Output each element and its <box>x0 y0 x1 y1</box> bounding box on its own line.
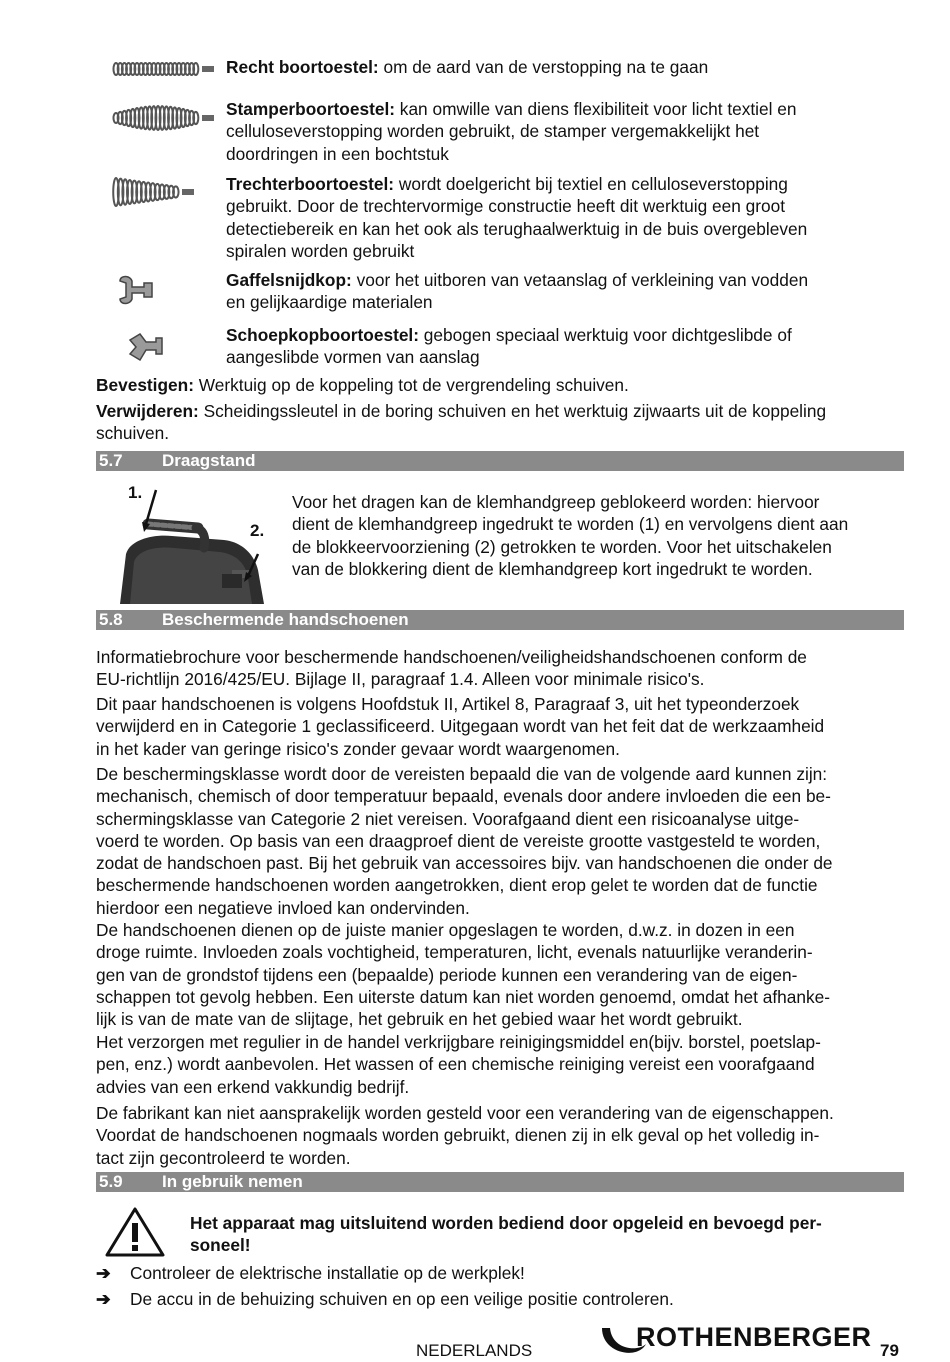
brand-logo <box>598 1322 872 1360</box>
carry-description <box>292 491 906 580</box>
paragraph-line: droge ruimte. Invloeden zoals vochtigheid, temperaturen, licht, evenals natuurlijke veranderin- <box>96 942 813 963</box>
carry-text-line: dient de klemhandgreep ingedrukt te worden (1) en vervolgens dient aan <box>292 514 849 535</box>
paragraph-line: advies van een erkend vakkundig bedrijf. <box>96 1076 410 1097</box>
fork-cutter-icon <box>116 273 156 309</box>
section-title: Beschermende handschoenen <box>162 610 409 629</box>
remove-term: Verwijderen: <box>96 401 199 421</box>
tool-description: om de aard van de verstopping na te gaan <box>378 57 709 77</box>
section-header-5-9 <box>96 1172 904 1192</box>
warning-line: Het apparaat mag uitsluitend worden bediend door opgeleid en bevoegd per- <box>190 1213 822 1233</box>
paragraph-line: Voordat de handschoenen nogmaals worden gebruikt, dienen zij in elk geval op het volledig in- <box>96 1125 820 1146</box>
carry-text-line: de blokkeervoorziening (2) getrokken te worden. Voor het uitschakelen <box>292 536 832 557</box>
bullet-text: De accu in de behuizing schuiven en op een veilige positie controleren. <box>130 1289 674 1309</box>
section-number: 5.7 <box>99 451 123 470</box>
paragraph-line: tact zijn gecontroleerd te worden. <box>96 1147 351 1168</box>
paragraph-line: EU-richtlijn 2016/425/EU. Bijlage II, paragraaf 1.4. Alleen voor minimale risico's. <box>96 669 705 690</box>
paragraph-line: pen, enz.) wordt aanbevolen. Het wassen of een chemische reiniging vereist een voorafgaand <box>96 1054 815 1075</box>
paragraph-line: in het kader van geringe risico's zonder gevaar wordt waargenomen. <box>96 738 620 759</box>
paragraph-line: zodat de handschoen past. Bij het gebruik van accessoires bijv. van handschoenen die onder de <box>96 853 833 874</box>
tool-description: gebogen speciaal werktuig voor dichtgeslibde of <box>419 325 792 345</box>
gloves-paragraph-2 <box>96 693 906 760</box>
tool-description: kan omwille van diens flexibiliteit voor licht textiel en <box>395 99 797 119</box>
footer-language: NEDERLANDS <box>416 1341 533 1360</box>
tool-description: spiralen worden gebruikt <box>226 240 415 261</box>
tool-term: Schoepkopboortoestel: <box>226 325 419 345</box>
paragraph-line: voerd te worden. Op basis van een draagproef dient de vereiste grootte vastgesteld te worden, <box>96 830 821 851</box>
bullet-text: Controleer de elektrische installatie op de werkplek! <box>130 1263 525 1283</box>
remove-text: Scheidingssleutel in de boring schuiven en het werktuig zijwaarts uit de koppeling <box>198 401 827 421</box>
bulb-auger-icon <box>108 104 218 132</box>
tool-description: voor het uitboren van vetaanslag of verkleining van vodden <box>351 270 809 290</box>
tool-term: Stamperboortoestel: <box>226 99 395 119</box>
gloves-paragraph-4 <box>96 919 906 1030</box>
warning-triangle-icon <box>104 1206 166 1258</box>
gloves-paragraph-1 <box>96 646 906 691</box>
section-title: In gebruik nemen <box>162 1172 303 1191</box>
paragraph-line: De handschoenen dienen op de juiste manier opgeslagen te worden, d.w.z. in dozen in een <box>96 920 795 940</box>
paragraph-line: mechanisch, chemisch of door temperatuur bepaald, evenals door andere invloeden die een be- <box>96 786 831 807</box>
section-number: 5.8 <box>99 610 123 629</box>
figure-label-2: 2. <box>250 521 265 540</box>
paragraph-line: Informatiebrochure voor beschermende handschoenen/veiligheidshandschoenen conform de <box>96 647 807 667</box>
fasten-instruction <box>96 374 906 396</box>
gloves-paragraph-5 <box>96 1031 906 1098</box>
gloves-paragraph-3 <box>96 763 906 919</box>
paragraph-line: gen van de grondstof tijdens een (bepaalde) periode kunnen een verandering van de eigen- <box>96 964 798 985</box>
arrow-right-icon: ➔ <box>96 1289 111 1309</box>
section-header-5-7 <box>96 451 904 471</box>
tool-description: doordringen in een bochtstuk <box>226 143 449 164</box>
carry-position-figure <box>112 478 272 604</box>
tool-description: gebruikt. Door de trechtervormige constructie heeft dit werktuig een groot <box>226 196 786 217</box>
section-number: 5.9 <box>99 1172 123 1191</box>
funnel-auger-icon <box>108 175 198 209</box>
warning-line: soneel! <box>190 1235 251 1256</box>
section-header-5-8 <box>96 610 904 630</box>
figure-label-1: 1. <box>128 483 143 502</box>
carry-text-line: Voor het dragen kan de klemhandgreep geblokeerd worden: hiervoor <box>292 492 820 512</box>
warning-message <box>190 1212 890 1257</box>
remove-instruction <box>96 400 906 445</box>
paragraph-line: beschermende handschoenen worden aangetrokken, dient erop gelet te worden dat de functie <box>96 875 818 896</box>
paragraph-line: schappen tot gevolg hebben. Een uiterste datum kan niet worden genoemd, omdat het afhanke- <box>96 986 830 1007</box>
scoop-head-icon <box>126 330 166 364</box>
tool-term: Trechterboortoestel: <box>226 174 395 194</box>
tool-description: wordt doelgericht bij textiel en celluloseverstopping <box>394 174 788 194</box>
paragraph-line: De fabrikant kan niet aansprakelijk worden gesteld voor een verandering van de eigenschappen. <box>96 1103 834 1123</box>
paragraph-line: Dit paar handschoenen is volgens Hoofdstuk II, Artikel 8, Paragraaf 3, uit het typeonderzoek <box>96 694 800 714</box>
tool-description: celluloseverstopping worden gebruikt, de stamper vergemakkelijkt het <box>226 121 760 142</box>
paragraph-line: schermingsklasse van Categorie 2 niet vereisen. Voorafgaand dient een risicoanalyse uitge- <box>96 808 800 829</box>
paragraph-line: hierdoor een negatieve invloed kan ondervinden. <box>96 897 470 918</box>
brand-name: ROTHENBERGER <box>636 1322 872 1352</box>
fasten-term: Bevestigen: <box>96 375 194 395</box>
carry-text-line: van de blokkering dient de klemhandgreep kort ingedrukt te worden. <box>292 558 813 579</box>
remove-text: schuiven. <box>96 423 170 444</box>
straight-auger-icon <box>108 59 218 79</box>
tool-description: aangeslibde vormen van aanslag <box>226 347 480 368</box>
tool-term: Gaffelsnijdkop: <box>226 270 352 290</box>
tool-description: detectiebereik en kan het ook als terughaalwerktuig in de buis overgebleven <box>226 218 808 239</box>
fasten-text: Werktuig op de koppeling tot de vergrendeling schuiven. <box>193 375 629 395</box>
paragraph-line: verwijderd en in Categorie 1 geclassificeerd. Uitgegaan wordt van het feit dat de werkzaamheid <box>96 716 825 737</box>
paragraph-line: De beschermingsklasse wordt door de vereisten bepaald die van de volgende aard kunnen zijn: <box>96 764 828 784</box>
section-title: Draagstand <box>162 451 256 470</box>
arrow-right-icon: ➔ <box>96 1263 111 1283</box>
paragraph-line: Het verzorgen met regulier in de handel verkrijgbare reinigingsmiddel en(bijv. borstel, poetslap- <box>96 1032 821 1052</box>
gloves-paragraph-6 <box>96 1102 906 1169</box>
page-number: 79 <box>880 1341 899 1360</box>
tool-description: en gelijkaardige materialen <box>226 292 433 313</box>
tool-term: Recht boortoestel: <box>226 57 379 77</box>
paragraph-line: lijk is van de mate van de slijtage, het gebruik en het gebied waar het wordt gebruikt. <box>96 1009 743 1030</box>
